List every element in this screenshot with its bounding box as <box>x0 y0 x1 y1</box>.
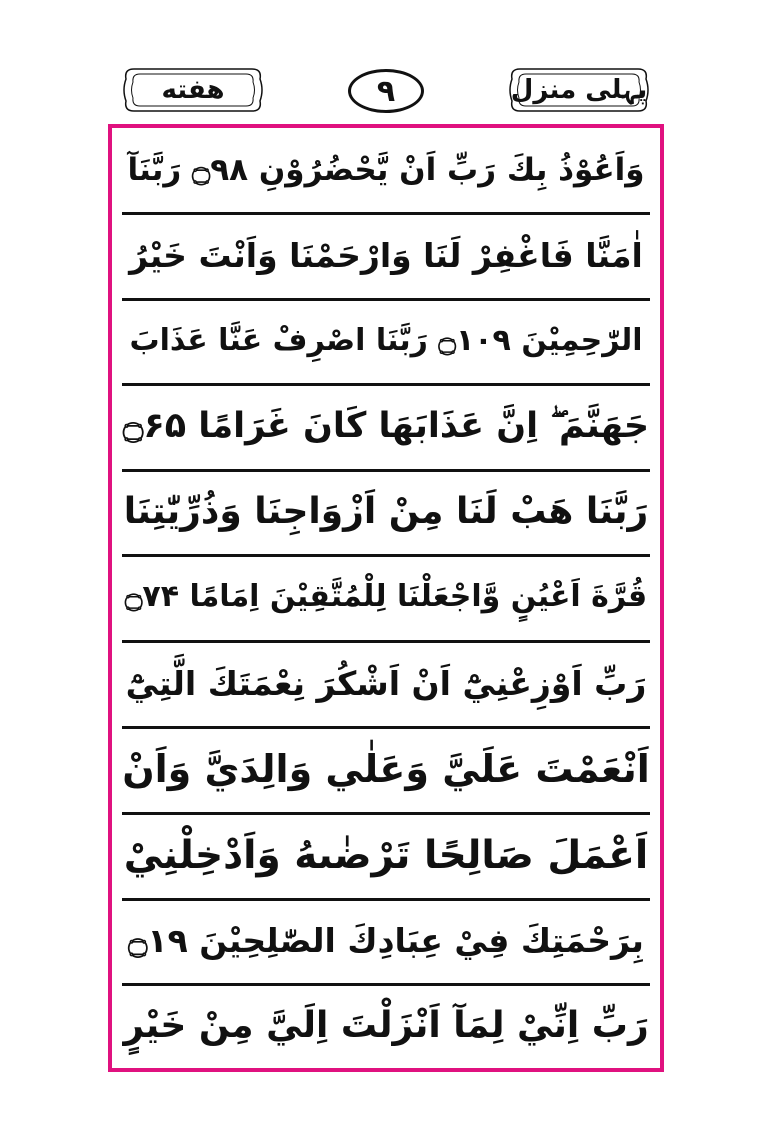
verse-frame <box>108 124 664 1072</box>
page-header <box>0 0 772 125</box>
manzil-label-cartouche <box>506 65 652 115</box>
verse-line: اَنْعَمْتَ عَلَيَّ وَعَلٰي وَالِدَيَّ وَاَنْ <box>122 726 650 815</box>
day-label-cartouche <box>120 65 266 115</box>
page-number-text: ٩ <box>376 73 396 109</box>
page-number <box>348 69 424 113</box>
manzil-label: پہلی منزل <box>510 75 648 105</box>
verse-line: اٰمَنَّا فَاغْفِرْ لَنَا وَارْحَمْنَا وَاَنْتَ خَيْرُ <box>122 212 650 301</box>
verse-line: جَهَنَّمَ ۖ اِنَّ عَذَابَهَا كَانَ غَرَامًا ۝۶۵ <box>122 383 650 472</box>
verse-line: رَبِّ اَوْزِعْنِيْٓ اَنْ اَشْكُرَ نِعْمَتَكَ الَّتِيْٓ <box>122 640 650 729</box>
verse-line: رَبَّنَا هَبْ لَنَا مِنْ اَزْوَاجِنَا وَذُرِّيّٰتِنَا <box>122 469 650 557</box>
day-label: هفته <box>161 75 225 105</box>
verse-line: الرّٰحِمِيْنَ ۝۱۰۹ رَبَّنَا اصْرِفْ عَنَّا عَذَابَ <box>122 298 650 386</box>
verse-line: رَبِّ اِنِّيْ لِمَآ اَنْزَلْتَ اِلَيَّ مِنْ خَيْرٍ <box>123 1004 649 1046</box>
verse-line: قُرَّةَ اَعْيُنٍ وَّاجْعَلْنَا لِلْمُتَّقِيْنَ اِمَامًا ۝۷۴ <box>122 554 650 643</box>
verse-line: بِرَحْمَتِكَ فِيْ عِبَادِكَ الصّٰلِحِيْنَ ۝۱۹ <box>122 898 650 986</box>
verse-line: اَعْمَلَ صَالِحًا تَرْضٰىهُ وَاَدْخِلْنِيْ <box>122 812 650 901</box>
verse-line: وَاَعُوْذُ بِكَ رَبِّ اَنْ يَّحْضُرُوْنِ ۝۹۸ رَبَّنَآ <box>122 128 650 215</box>
